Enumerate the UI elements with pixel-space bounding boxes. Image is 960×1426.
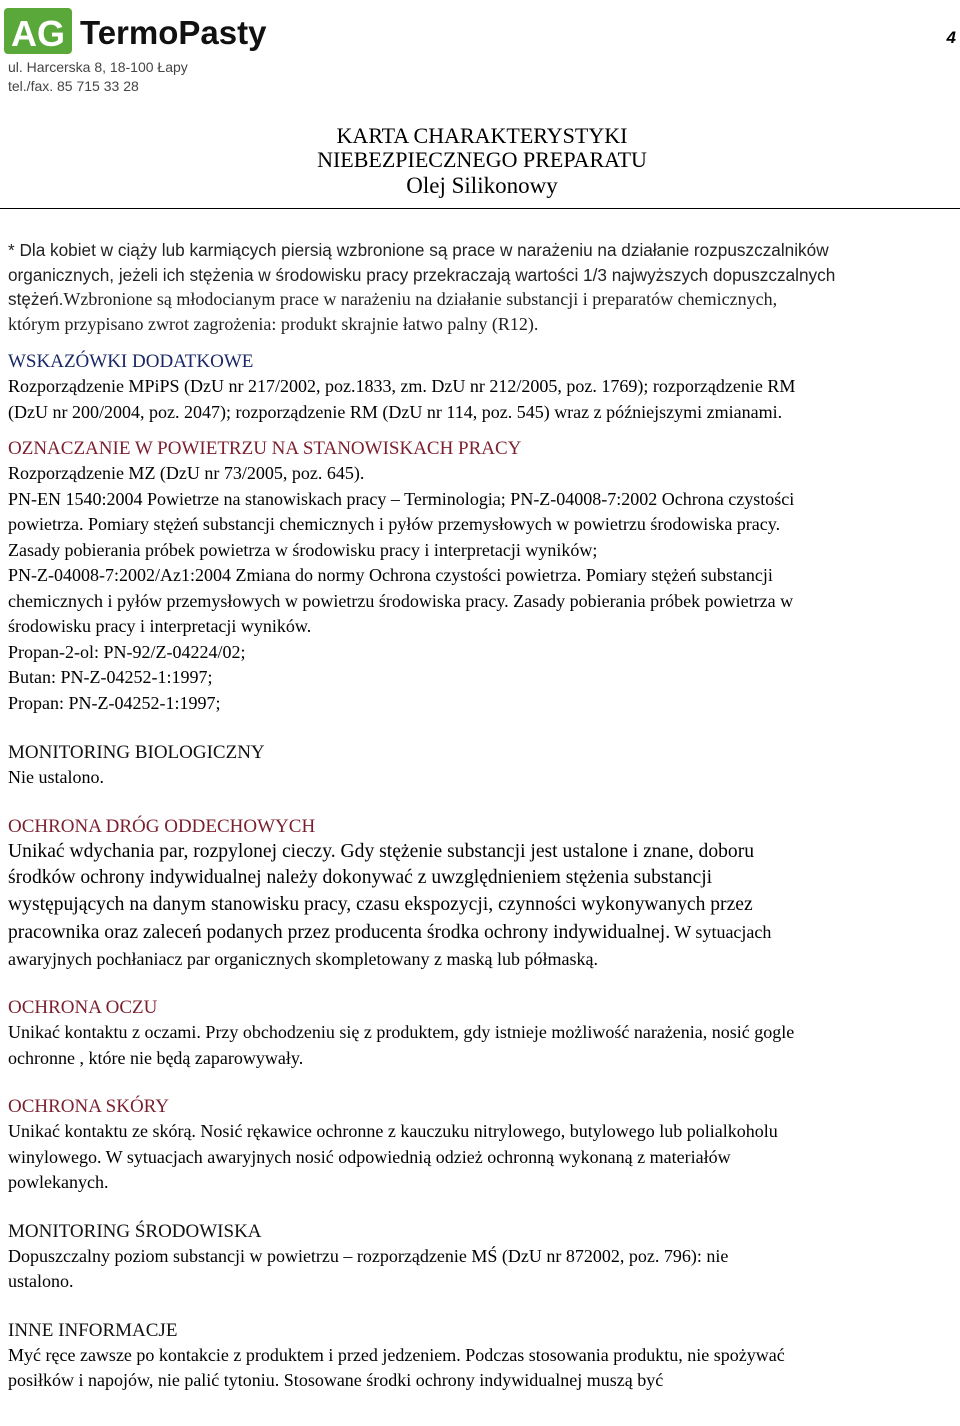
document-body bbox=[8, 238, 956, 1394]
text-line: Zasady pobierania próbek powietrza w środowisku pracy i interpretacji wyników; bbox=[8, 539, 598, 560]
page-number: 4 bbox=[946, 28, 956, 47]
section-heading: INNE INFORMACJE bbox=[8, 1319, 178, 1341]
text-fragment: stężeń. bbox=[8, 289, 64, 309]
text-line: ochronne , które nie będą zaparowywały. bbox=[8, 1047, 304, 1068]
text-line: organicznych, jeżeli ich stężenia w środowisku pracy przekraczają wartości 1/3 najwyższych dopuszczalnych bbox=[8, 264, 836, 285]
text-line: awaryjnych pochłaniacz par organicznych skompletowany z maską lub półmaską. bbox=[8, 948, 598, 969]
text-line: chemicznych i pyłów przemysłowych w powietrzu środowiska pracy. Zasady pobierania próbek powietrza w bbox=[8, 590, 794, 611]
title-line-1: KARTA CHARAKTERYSTYKI bbox=[336, 123, 628, 148]
text-line: (DzU nr 200/2004, poz. 2047); rozporządzenie RM (DzU nr 114, poz. 545) wraz z późniejszymi zmianami. bbox=[8, 401, 783, 422]
text-line bbox=[8, 919, 956, 947]
section-heading: OCHRONA OCZU bbox=[8, 997, 158, 1019]
section-heading: OCHRONA SKÓRY bbox=[8, 1096, 170, 1118]
text-line: * Dla kobiet w ciąży lub karmiących piersią wzbronione są prace w narażeniu na działanie rozpuszczalników bbox=[8, 240, 829, 260]
text-line: występujących na danym stanowisku pracy, czasu ekspozycji, czynności wykonywanych przez bbox=[8, 894, 753, 916]
text-line: Unikać kontaktu ze skórą. Nosić rękawice ochronne z kauczuku nitrylowego, butylowego lub polialkoholu bbox=[8, 1121, 778, 1142]
page-header bbox=[0, 0, 960, 100]
text-line: Myć ręce zawsze po kontakcie z produktem i przed jedzeniem. Podczas stosowania produktu, nie spożywać bbox=[8, 1344, 785, 1365]
section-ochrona-skory bbox=[8, 1095, 956, 1196]
text-fragment: W sytuacjach bbox=[670, 921, 772, 942]
title-line-2: NIEBEZPIECZNEGO PREPARATU bbox=[317, 147, 647, 172]
section-monitoring-srodowiska bbox=[8, 1220, 956, 1295]
phone-line: tel./fax. 85 715 33 28 bbox=[8, 78, 139, 94]
text-line: Propan: PN-Z-04252-1:1997; bbox=[8, 692, 221, 713]
text-line bbox=[8, 287, 956, 312]
text-line: powietrza. Pomiary stężeń substancji chemicznych i pyłów przemysłowych w powietrzu środowiska pracy. bbox=[8, 514, 781, 534]
text-line: Butan: PN-Z-04252-1:1997; bbox=[8, 667, 213, 687]
section-heading: OZNACZANIE W POWIETRZU NA STANOWISKACH PRACY bbox=[8, 438, 522, 459]
text-line: Rozporządzenie MZ (DzU nr 73/2005, poz. 645). bbox=[8, 463, 365, 483]
text-line: Unikać wdychania par, rozpylonej cieczy. Gdy stężenie substancji jest ustalone i znane, doboru bbox=[8, 840, 755, 862]
text-line: ustalono. bbox=[8, 1271, 74, 1292]
document-title bbox=[0, 124, 960, 200]
logo-brand-text: TermoPasty bbox=[80, 14, 267, 51]
section-heading: MONITORING ŚRODOWISKA bbox=[8, 1220, 262, 1242]
text-line: środowisku pracy i interpretacji wyników. bbox=[8, 616, 312, 636]
company-address bbox=[8, 58, 188, 96]
text-fragment: pracownika oraz zaleceń podanych przez producenta środka ochrony indywidualnej. bbox=[8, 921, 671, 943]
address-line: ul. Harcerska 8, 18-100 Łapy bbox=[8, 59, 188, 75]
text-line: którym przypisano zwrot zagrożenia: produkt skrajnie łatwo palny (R12). bbox=[8, 313, 539, 334]
section-monitoring-biologiczny bbox=[8, 741, 956, 791]
section-ochrona-drog-oddechowych bbox=[8, 815, 956, 973]
text-line: Rozporządzenie MPiPS (DzU nr 217/2002, poz.1833, zm. DzU nr 212/2005, poz. 1769); rozporządzenie RM bbox=[8, 376, 796, 396]
text-line: Nie ustalono. bbox=[8, 767, 104, 787]
text-line: Propan-2-ol: PN-92/Z-04224/02; bbox=[8, 641, 246, 662]
text-line: PN-EN 1540:2004 Powietrze na stanowiskach pracy – Terminologia; PN-Z-04008-7:2002 Ochrona czystości bbox=[8, 488, 795, 509]
text-line: PN-Z-04008-7:2002/Az1:2004 Zmiana do normy Ochrona czystości powietrza. Pomiary stężeń substancji bbox=[8, 565, 773, 585]
section-oznaczanie bbox=[8, 437, 956, 716]
text-line: posiłków i napojów, nie palić tytoniu. Stosowane środki ochrony indywidualnej muszą być bbox=[8, 1370, 664, 1391]
product-name: Olej Silikonowy bbox=[406, 173, 558, 198]
logo-badge-text: AG bbox=[11, 13, 65, 54]
section-heading: OCHRONA DRÓG ODDECHOWYCH bbox=[8, 815, 316, 837]
intro-paragraph bbox=[8, 238, 956, 336]
text-line: Unikać kontaktu z oczami. Przy obchodzeniu się z produktem, gdy istnieje możliwość narażenia, nosić gogle bbox=[8, 1022, 795, 1043]
section-inne-informacje bbox=[8, 1319, 956, 1394]
text-line: winylowego. W sytuacjach awaryjnych nosić odpowiednią odzież ochronną wykonaną z materiałów bbox=[8, 1146, 731, 1167]
text-fragment: Wzbronione są młodocianym prace w narażeniu na działanie substancji i preparatów chemicznych, bbox=[63, 289, 778, 309]
header-divider bbox=[0, 208, 960, 209]
text-line: środków ochrony indywidualnej należy dokonywać z uwzględnieniem stężenia substancji bbox=[8, 867, 713, 889]
text-line: powlekanych. bbox=[8, 1172, 109, 1193]
section-wskazowki bbox=[8, 350, 956, 425]
section-ochrona-oczu bbox=[8, 996, 956, 1071]
termopasty-logo bbox=[4, 6, 304, 58]
section-heading: WSKAZÓWKI DODATKOWE bbox=[8, 351, 254, 372]
text-line: Dopuszczalny poziom substancji w powietrzu – rozporządzenie MŚ (DzU nr 872002, poz. 796): nie bbox=[8, 1245, 729, 1266]
section-heading: MONITORING BIOLOGICZNY bbox=[8, 742, 265, 763]
